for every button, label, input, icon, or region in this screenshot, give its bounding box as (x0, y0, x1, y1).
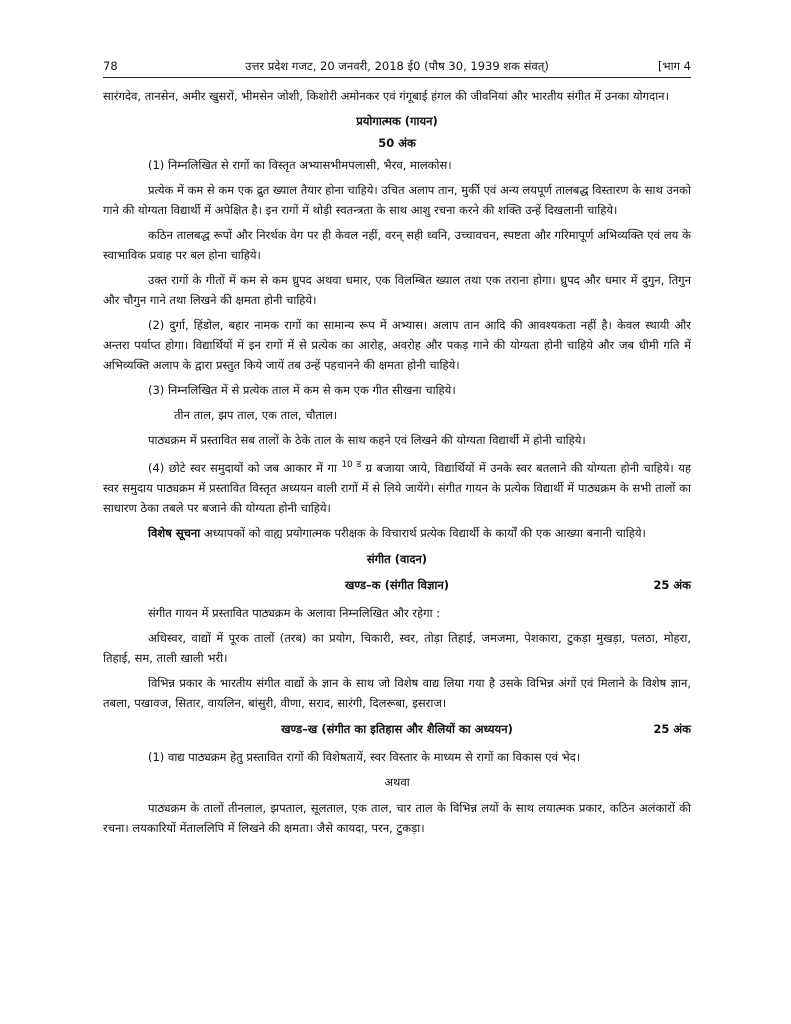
paragraph-special-note (103, 523, 691, 543)
paragraph-swar-samuday (103, 455, 691, 518)
swar-text-pre: (4) छोटे स्वर समुदायों को जब आकार में गा (148, 461, 337, 475)
header-rule (103, 77, 691, 78)
page-header (103, 57, 691, 77)
paragraph-additional: संगीत गायन में प्रस्तावित पाठ्यक्रम के अलावा निम्नलिखित और रहेगा : (148, 606, 441, 620)
heading-instrumental: संगीत (वादन) (366, 552, 428, 566)
swar-text-post: ग्र बजाया जाये, विद्यार्थियों में उनके स्वर बतलाने की योग्यता होनी चाहिये। यह स्वर समुदाय पाठ्यक्रम में प्रस्तावित विस्तृत अध्ययन वाली रागों में से लिये जायेंगे। संगीत गायन के प्रत्येक विद्यार्थी में पाठ्यक्रम के सभी तालों का साधारण ठेका तबले पर बजाने की योग्यता होनी चाहिये। (103, 461, 691, 515)
paragraph-theke: पाठ्यक्रम में प्रस्तावित सब तालों के ठेके ताल के साथ कहने एवं लिखने की योग्यता विद्यार्थी में होनी चाहिये। (148, 433, 586, 447)
heading-practical-vocal: प्रयोगात्मक (गायन) (356, 114, 438, 128)
paragraph-emphasis: कठिन तालबद्ध रूपों और निरर्थक वेग पर ही केवल नहीं, वरन् सही ध्वनि, उच्चावचन, स्पष्टता और गरिमापूर्ण अभिव्यक्ति एवं लय के स्वाभाविक प्रवाह पर बल होना चाहिये। (103, 228, 691, 262)
section-ka-marks: 25 अंक (653, 578, 691, 592)
paragraph-terms: अधिस्वर, वाद्यों में पूरक तालों (तरब) का प्रयोग, चिकारी, स्वर, तोड़ा तिहाई, जमजमा, पेशकारा, टुकड़ा मुखड़ा, पलठा, मोहरा, तिहाई, सम, ताली खाली भरी। (103, 631, 691, 665)
heading-section-kha (103, 719, 691, 739)
gazette-title: उत्तर प्रदेश गजट, 20 जनवरी, 2018 ई0 (पौष 30, 1939 शक संवत्) (245, 59, 549, 73)
page-body (103, 86, 691, 843)
paragraph-drut-khyal: प्रत्येक में कम से कम एक द्रुत ख्याल तैयार होना चाहिये। उचित अलाप तान, मुर्की एवं अन्य लयपूर्ण तालबद्ध विस्तारण के साथ उनको गाने की योग्यता विद्यार्थी में अपेक्षित है। इन रागों में थोड़ी स्वतन्त्रता के साथ आशु रचना करने की शक्ति उन्हें दिखलानी चाहिये। (103, 183, 691, 217)
paragraph-talas-layakari: पाठ्यक्रम के तालों तीनलाल, झपताल, सूलताल, एक ताल, चार ताल के विभिन्न लयों के साथ लयात्मक प्रकार, कठिन अलंकारों की रचना। लयकारियों मेंताललिपि में लिखने की क्षमता। जैसे कायदा, परन, टुकड़ा। (103, 801, 691, 835)
page-number: 78 (103, 59, 118, 73)
paragraph-ragas-1: (1) निम्नलिखित से रागों का विस्तृत अभ्यासभीमपलासी, भैरव, मालकोस। (148, 158, 452, 172)
section-kha-marks: 25 अंक (653, 722, 691, 736)
part-label: [भाग 4 (658, 59, 691, 73)
special-note-text: अध्यापकों को वाह्य प्रयोगात्मक परीक्षक के विचारार्थ प्रत्येक विद्यार्थी के कार्यों की एक आख्या बनानी चाहिये। (200, 526, 646, 540)
paragraph-raga-features: (1) वाद्य पाठ्यक्रम हेतु प्रस्तावित रागों की विशेषतायें, स्वर विस्तार के माध्यम से रागों का विकास एवं भेद। (148, 750, 581, 764)
swar-superscript: 10 ड (341, 460, 362, 470)
paragraph-dhrupad: उक्त रागों के गीतों में कम से कम ध्रुपद अथवा धमार, एक विलम्बित ख्याल तथा एक तराना होगा। ध्रुपद और धमार में दुगुन, तिगुन और चौगुन गाने तथा लिखने की क्षमता होनी चाहिये। (103, 273, 691, 307)
section-ka-title: खण्ड–क (संगीत विज्ञान) (344, 578, 449, 592)
heading-50-marks: 50 अंक (378, 136, 416, 150)
paragraph-ragas-2: (2) दुर्गा, हिंडोल, बहार नामक रागों का सामान्य रूप में अभ्यास। अलाप तान आदि की आवश्यकता नहीं है। केवल स्थायी और अन्तरा पर्याप्त होगा। विद्यार्थियों में इन रागों में से प्रत्येक का आरोह, अवरोह और पकड़ गाने की योग्यता होनी चाहिये और जब धीमी गति में अभिव्यक्ति अलाप के द्वारा प्रस्तुत किये जायें तब उन्हें पहचानने की क्षमता होनी चाहिये। (103, 318, 691, 372)
heading-section-ka (103, 575, 691, 595)
paragraph-instruments: विभिन्न प्रकार के भारतीय संगीत वाद्यों के ज्ञान के साथ जो विशेष वाद्य लिया गया है उसके विभिन्न अंगों एवं मिलाने के विशेष ज्ञान, तबला, पखावज, सितार, वायलिन, बांसुरी, वीणा, सराद, सारंगी, दिलरूबा, इसराज। (103, 676, 691, 710)
special-note-label: विशेष सूचना (148, 526, 201, 540)
paragraph-tala-3: (3) निम्नलिखित में से प्रत्येक ताल में कम से कम एक गीत सीखना चाहिये। (148, 383, 456, 397)
or-separator: अथवा (384, 775, 410, 789)
paragraph-biographies: सारंगदेव, तानसेन, अमीर खुसरों, भीमसेन जोशी, किशोरी अमोनकर एवं गंगूबाई हंगल की जीवनियां और भारतीय संगीत में उनका योगदान। (103, 89, 669, 103)
paragraph-tala-list: तीन ताल, झप ताल, एक ताल, चौताल। (174, 408, 338, 422)
section-kha-title: खण्ड–ख (संगीत का इतिहास और शैलियों का अध्ययन) (281, 722, 513, 736)
